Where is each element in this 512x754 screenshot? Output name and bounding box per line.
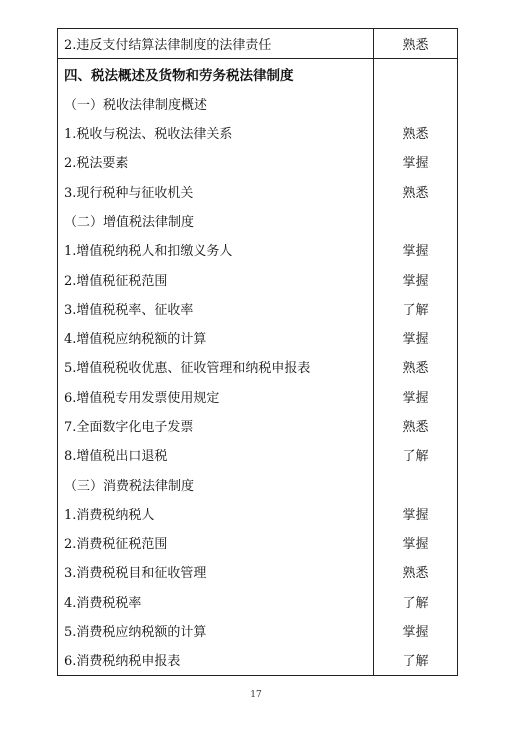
table-row <box>58 499 457 528</box>
subsection-row <box>58 206 457 235</box>
topic-cell: 3.增值税税率、征收率 <box>58 294 374 323</box>
topic-cell: 5.增值税税收优惠、征收管理和纳税申报表 <box>58 352 374 381</box>
section-heading-row <box>58 59 457 88</box>
topic-cell: 2.税法要素 <box>58 147 374 176</box>
topic-cell: 6.消费税纳税申报表 <box>58 645 374 674</box>
table-row <box>58 323 457 352</box>
subsection-row <box>58 89 457 118</box>
level-cell: 了解 <box>402 449 429 465</box>
level-cell: 掌握 <box>402 332 429 348</box>
level-cell: 掌握 <box>402 273 429 289</box>
topic-cell: 3.消费税税目和征收管理 <box>58 557 374 586</box>
table-row <box>58 352 457 381</box>
level-cell: 熟悉 <box>402 566 429 582</box>
topic-cell: 4.消费税税率 <box>58 587 374 616</box>
level-cell: 了解 <box>402 595 429 611</box>
syllabus-table <box>57 28 458 676</box>
topic-cell: 6.增值税专用发票使用规定 <box>58 382 374 411</box>
level-cell <box>374 59 457 88</box>
level-cell: 掌握 <box>402 537 429 553</box>
topic-cell: 1.税收与税法、税收法律关系 <box>58 118 374 147</box>
level-cell <box>374 89 457 118</box>
table-row <box>58 147 457 176</box>
level-cell: 掌握 <box>402 625 429 641</box>
level-cell: 掌握 <box>402 244 429 260</box>
level-cell <box>374 206 457 235</box>
topic-cell: 8.增值税出口退税 <box>58 440 374 469</box>
level-cell: 了解 <box>402 302 429 318</box>
table-row <box>58 235 457 264</box>
topic-cell: 5.消费税应纳税额的计算 <box>58 616 374 645</box>
table-row <box>58 176 457 205</box>
subsection-heading: （三）消费税法律制度 <box>58 469 374 498</box>
topic-cell: 4.增值税应纳税额的计算 <box>58 323 374 352</box>
table-row <box>58 440 457 469</box>
table-row <box>58 411 457 440</box>
table-row <box>58 294 457 323</box>
level-cell: 掌握 <box>402 390 429 406</box>
table-row <box>58 29 457 59</box>
section-heading: 四、税法概述及货物和劳务税法律制度 <box>58 59 374 88</box>
table-row <box>58 264 457 293</box>
subsection-heading: （一）税收法律制度概述 <box>58 89 374 118</box>
level-cell: 了解 <box>402 654 429 670</box>
level-cell: 掌握 <box>402 507 429 523</box>
table-row <box>58 587 457 616</box>
page-number: 17 <box>250 690 262 700</box>
table-row <box>58 645 457 674</box>
level-cell: 熟悉 <box>402 185 429 201</box>
table-row <box>58 616 457 645</box>
topic-cell: 3.现行税种与征收机关 <box>58 176 374 205</box>
level-cell: 熟悉 <box>402 361 429 377</box>
topic-cell: 2.增值税征税范围 <box>58 264 374 293</box>
table-row <box>58 557 457 586</box>
level-cell: 熟悉 <box>402 127 429 143</box>
table-row <box>58 118 457 147</box>
topic-cell: 7.全面数字化电子发票 <box>58 411 374 440</box>
level-cell: 熟悉 <box>402 38 429 54</box>
level-cell: 掌握 <box>402 156 429 172</box>
table-row <box>58 528 457 557</box>
subsection-row <box>58 469 457 498</box>
subsection-heading: （二）增值税法律制度 <box>58 206 374 235</box>
level-cell <box>374 469 457 498</box>
topic-cell: 2.消费税征税范围 <box>58 528 374 557</box>
table-row <box>58 382 457 411</box>
topic-cell: 1.消费税纳税人 <box>58 499 374 528</box>
topic-cell: 2.违反支付结算法律制度的法律责任 <box>58 29 374 58</box>
topic-cell: 1.增值税纳税人和扣缴义务人 <box>58 235 374 264</box>
level-cell: 熟悉 <box>402 420 429 435</box>
